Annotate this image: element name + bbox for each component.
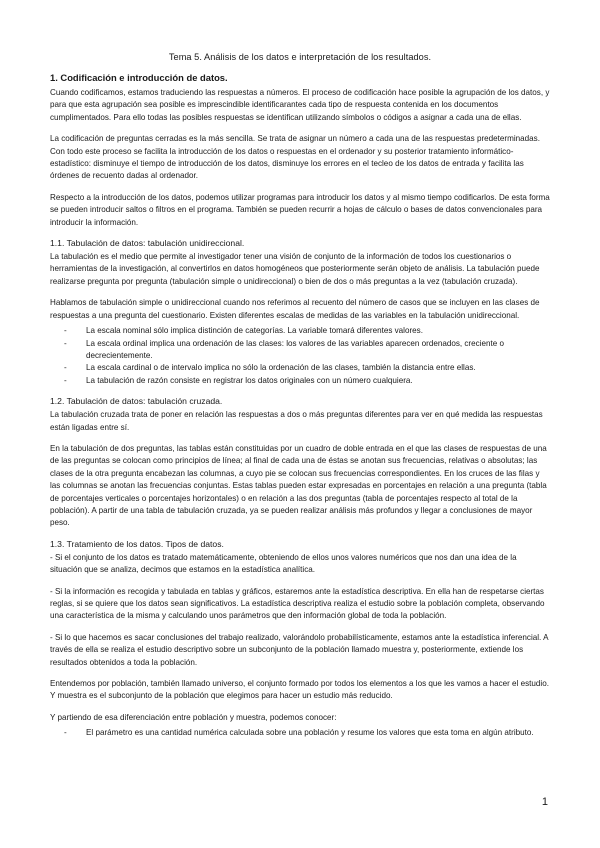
paragraph: Hablamos de tabulación simple o unidireccional cuando nos referimos al recuento del número de casos que se incluyen en las clases de respuestas a una pregunta del cuestionario. Existen diferentes escalas de medidas de las variables en la tabulación unidireccional. [50, 298, 540, 320]
list-item: - La escala cardinal o de intervalo implica no sólo la ordenación de las clases, también la distancia entre ellas. [50, 362, 550, 374]
section-1-1-heading: 1.1. Tabulación de datos: tabulación unidireccional. [50, 238, 245, 249]
section-1-heading: 1. Codificación e introducción de datos. [50, 72, 228, 83]
list-item: - El parámetro es una cantidad numérica calculada sobre una población y resume los valores que esta toma en algún atributo. [50, 727, 550, 739]
scales-list [50, 325, 550, 387]
paragraph: - Si el conjunto de los datos es tratado matemáticamente, obteniendo de ellos unos valores numéricos que nos dan una idea de la situación que se analiza, decimos que estamos en la estadística analítica. [50, 552, 517, 575]
list-item: - La escala nominal sólo implica distinción de categorías. La variable tomará diferentes valores. [50, 325, 550, 337]
paragraph: La tabulación cruzada trata de poner en relación las respuestas a dos o más preguntas diferentes para ver en qué medida las respuestas están ligadas entre sí. [50, 410, 543, 432]
list-item: - La tabulación de razón consiste en registrar los datos originales con un número cualquiera. [50, 375, 550, 387]
paragraph: - Si lo que hacemos es sacar conclusiones del trabajo realizado, valorándolo probabilísticamente, estamos ante la estadística inferencial. A través de ella se realiza el estudio descriptivo sobre un subconjunto de la población llamado muestra y, posteriormente, extiende los resultados obtenidos a toda la población. [50, 632, 549, 667]
page-number: 1 [541, 796, 548, 808]
document-title: Tema 5. Análisis de los datos e interpretación de los resultados. [168, 52, 432, 62]
paragraph: - Si la información es recogida y tabulada en tablas y gráficos, estaremos ante la estadística descriptiva. En ella han de respetarse ciertas reglas, si se quiere que los datos sean significativos. La estadística descriptiva realiza el estudio sobre la población completa, observando una característica de la misma y calculando unos parámetros que den información global de toda la población. [50, 586, 545, 621]
parameters-list [50, 727, 550, 739]
list-item: - La escala ordinal implica una ordenación de las clases: los valores de las variables aparecen ordenados, creciente o decrecientemente. [50, 338, 550, 363]
paragraph: Entendemos por población, también llamado universo, el conjunto formado por todos los elementos a los que les vamos a hacer el estudio. Y muestra es el subconjunto de la población que elegimos para hacer un estudio más reducido. [50, 679, 549, 701]
paragraph: En la tabulación de dos preguntas, las tablas están constituidas por un cuadro de doble entrada en el que las clases de respuestas de una de las preguntas se colocan como principios de línea; al final de cada una de éstas se anotan sus frecuencias, relativas o absolutas; las clases de la otra pregunta encabezan las columnas, a cuyo pie se colocan sus frecuencias correspondientes. En los cruces de las filas y las columnas se anotan las frecuencias conjuntas. Estas tablas pueden estar expresadas en porcentajes en relación a una pregunta (tabla de porcentajes verticales o porcentajes horizontales) o en relación a las dos preguntas (tabla de porcentajes respecto al total de la población). A partir de una tabla de tabulación cruzada, ya se pueden realizar análisis más profundos y llegar a conclusiones de mayor peso. [50, 443, 547, 528]
paragraph: La tabulación es el medio que permite al investigador tener una visión de conjunto de la información de todos los cuestionarios o herramientas de la investigación, al convertirlos en datos homogéneos que posteriormente serán objeto de análisis. La tabulación puede realizarse pregunta por pregunta (tabulación simple o unidireccional) o bien de dos o más preguntas a la vez (tabulación cruzada). [50, 252, 540, 286]
section-1-3-heading: 1.3. Tratamiento de los datos. Tipos de datos. [50, 538, 224, 549]
paragraph: La codificación de preguntas cerradas es la más sencilla. Se trata de asignar un número a cada una de las respuestas predeterminadas. Con todo este proceso se facilita la introducción de los datos o respuestas en el ordenador y su posterior tratamiento informático-estadístico: disminuye el tiempo de introducción de los datos, disminuye los errores en el tecleo de los datos de entrada y facilita las órdenes de recuento dadas al ordenador. [50, 134, 540, 181]
paragraph: Respecto a la introducción de los datos, podemos utilizar programas para introducir los datos y al mismo tiempo codificarlos. De esta forma se pueden introducir saltos o filtros en el programa. También se pueden recurrir a hojas de cálculo o bases de datos convencionales para introducir la información. [50, 192, 550, 227]
section-1-2-heading: 1.2. Tabulación de datos: tabulación cruzada. [50, 396, 223, 407]
paragraph: Y partiendo de esa diferenciación entre población y muestra, podemos conocer: [50, 712, 337, 722]
paragraph: Cuando codificamos, estamos traduciendo las respuestas a números. El proceso de codificación hace posible la agrupación de los datos, y para que esta agrupación sea posible es imprescindible identificarantes cada tipo de respuesta contenida en los documentos cumplimentados. Para ello todas las posibles respuestas se identifican utilizando símbolos o códigos a asignar a cada una de ellas. [50, 88, 550, 122]
